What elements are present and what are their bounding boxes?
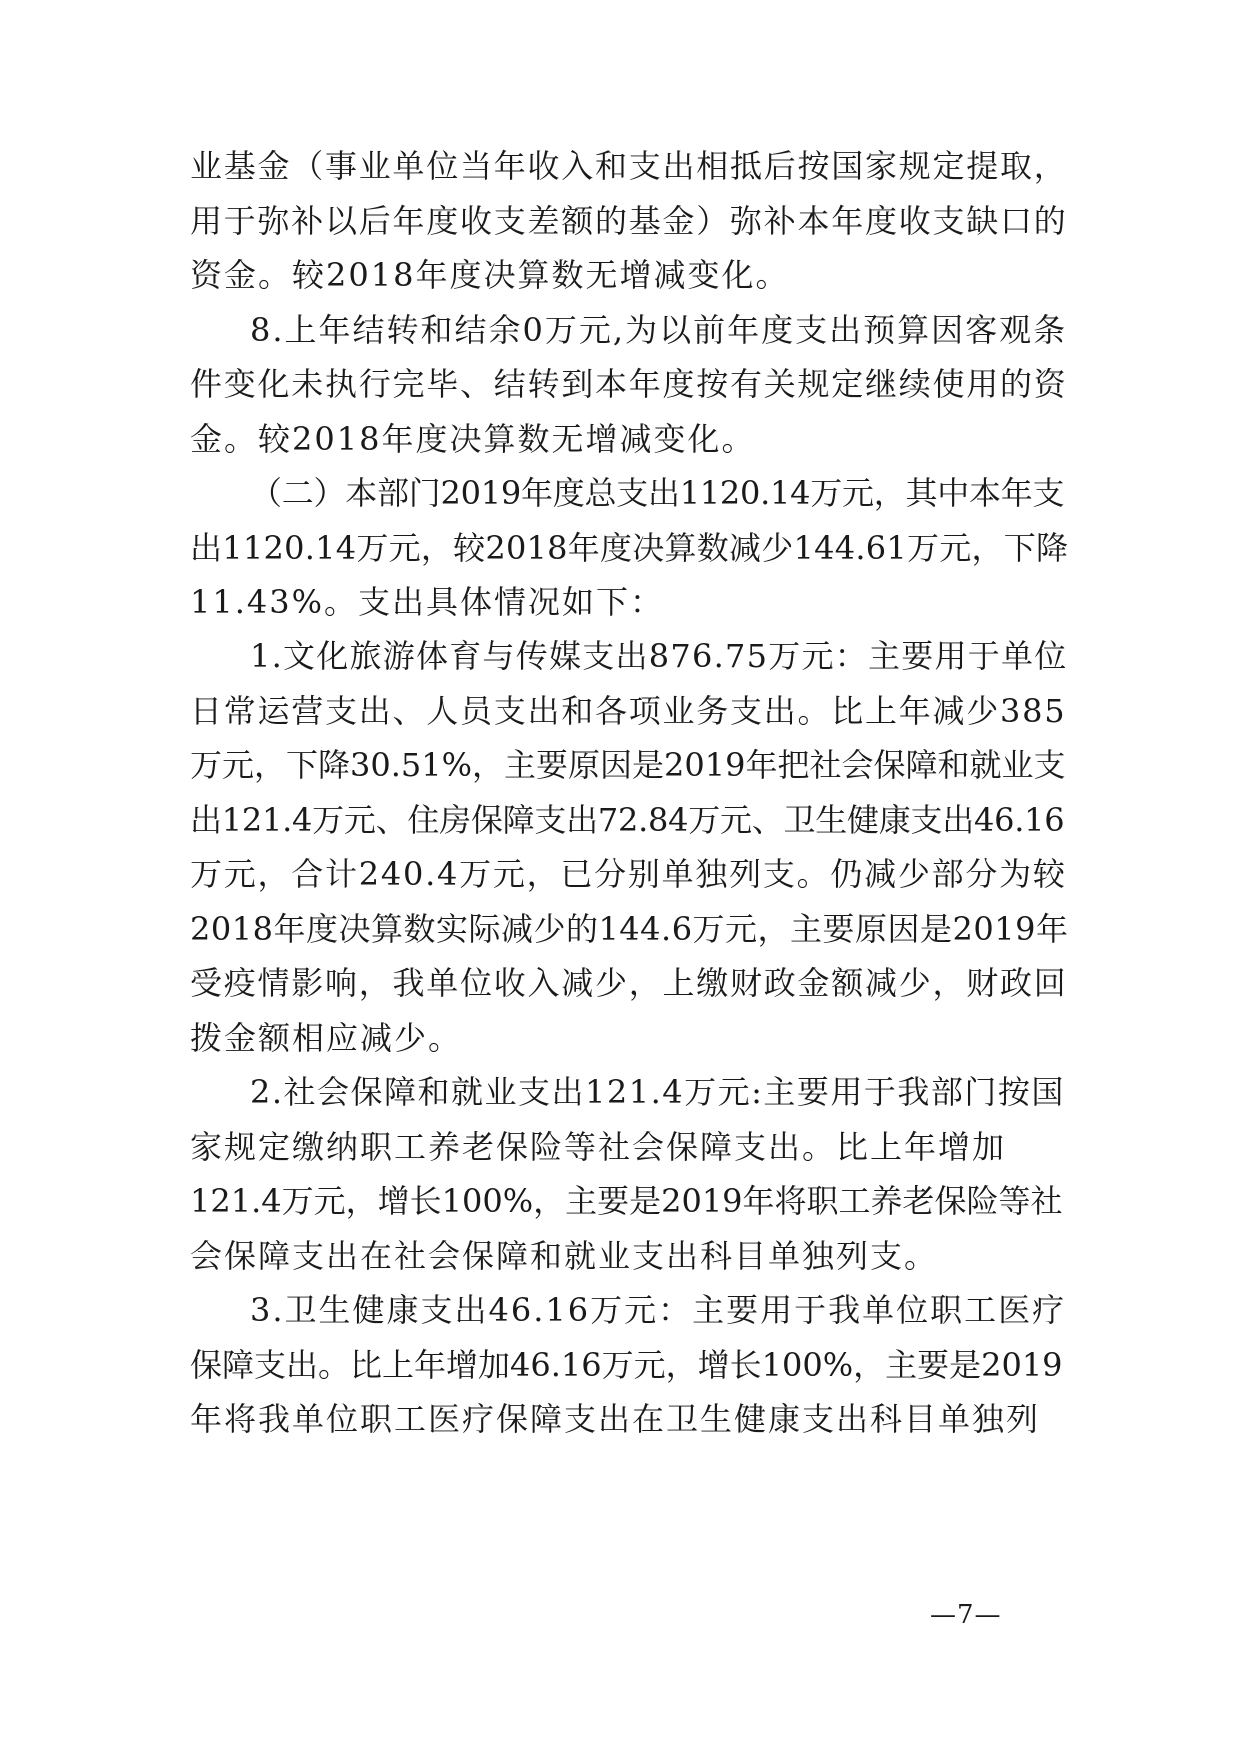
- text-line: 日常运营支出、人员支出和各项业务支出。比上年减少385: [190, 692, 1067, 730]
- text-line: 业基金（事业单位当年收入和支出相抵后按国家规定提取，: [190, 147, 1068, 185]
- text-line: 出1120.14万元，较2018年度决算数减少144.61万元，下降: [190, 529, 1069, 567]
- text-line: 年将我单位职工医疗保障支出在卫生健康支出科目单独列: [190, 1400, 1041, 1438]
- text-line: 用于弥补以后年度收支差额的基金）弥补本年度收支缺口的: [190, 202, 1068, 240]
- text-line: 拨金额相应减少。: [190, 1019, 463, 1057]
- text-line: 2018年度决算数实际减少的144.6万元，主要原因是2019年: [190, 910, 1069, 948]
- text-line: 保障支出。比上年增加46.16万元，增长100%，主要是2019: [190, 1346, 1063, 1384]
- text-line: 2.社会保障和就业支出121.4万元:主要用于我部门按国: [250, 1073, 1065, 1111]
- text-line: 资金。较2018年度决算数无增减变化。: [190, 256, 790, 294]
- text-line: 出121.4万元、住房保障支出72.84万元、卫生健康支出46.16: [190, 801, 1065, 839]
- text-line: 8.上年结转和结余0万元,为以前年度支出预算因客观条: [250, 311, 1068, 349]
- text-line: 件变化未执行完毕、结转到本年度按有关规定继续使用的资: [190, 365, 1068, 403]
- text-line: （二）本部门2019年度总支出1120.14万元，其中本年支: [250, 474, 1065, 512]
- text-line: 金。较2018年度决算数无增减变化。: [190, 420, 756, 458]
- text-line: 11.43%。支出具体情况如下：: [190, 583, 665, 621]
- page-number: —7—: [930, 1600, 1002, 1630]
- text-line: 121.4万元，增长100%，主要是2019年将职工养老保险等社: [190, 1182, 1063, 1220]
- text-line: 万元，下降30.51%，主要原因是2019年把社会保障和就业支: [190, 746, 1066, 784]
- text-line: 万元，合计240.4万元，已分别单独列支。仍减少部分为较: [190, 855, 1067, 893]
- text-line: 3.卫生健康支出46.16万元：主要用于我单位职工医疗: [250, 1291, 1067, 1329]
- text-line: 会保障支出在社会保障和就业支出科目单独列支。: [190, 1237, 939, 1275]
- text-line: 受疫情影响，我单位收入减少，上缴财政金额减少，财政回: [190, 964, 1068, 1002]
- text-line: 家规定缴纳职工养老保险等社会保障支出。比上年增加: [190, 1128, 1007, 1166]
- text-line: 1.文化旅游体育与传媒支出876.75万元：主要用于单位: [250, 637, 1068, 675]
